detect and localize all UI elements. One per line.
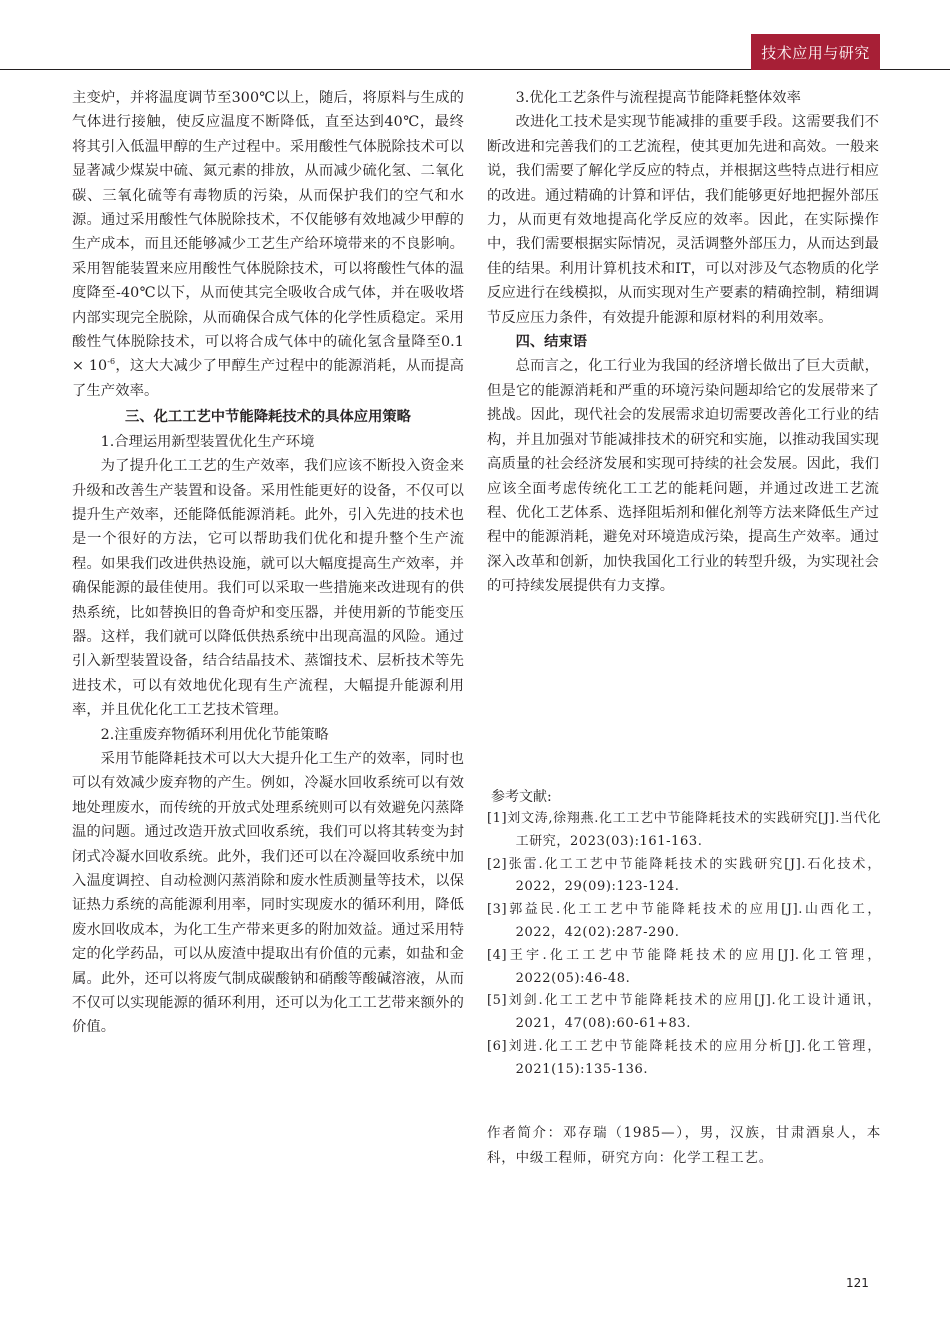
subsection-paragraph-1: 为了提升化工工艺的生产效率，我们应该不断投入资金来升级和改善生产装置和设备。采用性能更好的设备，不仅可以提升生产效率，还能降低能源消耗。此外，引入先进的技术也是一个很好的方法，它可以帮助我们优化和提升整个生产流程。如果我们改进供热设施，就可以大幅度提高生产效率，并确保能源的最佳使用。我们可以采取一些措施来改进现有的供热系统，比如替换旧的鲁奇炉和变压器，并使用新的节能变压器。这样，我们就可以降低供热系统中出现高温的风险。通过引入新型装置设备，结合结晶技术、蒸馏技术、层析技术等先进技术，可以有效地优化现有生产流程，大幅提升能源利用率，并且优化化工工艺技术管理。	[72, 458, 464, 719]
subsection-paragraph-2: 采用节能降耗技术可以大大提升化工生产的效率，同时也可以有效减少废弃物的产生。例如，冷凝水回收系统可以有效地处理废水，而传统的开放式处理系统则可以有效避免闪蒸降温的问题。通过改造开放式回收系统，我们可以将其转变为封闭式冷凝水回收系统。此外，我们还可以在冷凝回收系统中加入温度调控、自动检测闪蒸消除和废水性质测量等技术，以保证热力系统的高能源利用率，同时实现废水的循环利用，降低废水回收成本，为化工生产带来更多的附加效益。通过采用特定的化学药品，可以从废渣中提取出有价值的元素，如盐和金属。此外，还可以将废气制成碳酸钠和硝酸等酸碱溶液，从而不仅可以实现能源的循环利用，还可以为化工工艺带来额外的价值。	[72, 750, 464, 1036]
right-column	[487, 86, 879, 599]
page-number: 121	[846, 1276, 869, 1290]
references-title: 参考文献:	[491, 789, 552, 805]
subsection-heading-3: 3.优化工艺条件与流程提高节能降耗整体效率	[515, 90, 801, 106]
section-tab: 技术应用与研究	[751, 34, 880, 70]
section-heading-3: 三、化工工艺中节能降耗技术的具体应用策略	[125, 409, 411, 426]
reference-item: [5]刘剑.化工工艺中节能降耗技术的应用[J].化工设计通讯，2021，47(08):60-61+83.	[487, 993, 881, 1032]
continued-paragraph	[72, 86, 464, 403]
reference-item: [4]王宇.化工工艺中节能降耗技术的应用[J].化工管理，2022(05):46-48.	[487, 947, 881, 986]
reference-item: [1]刘文涛,徐翔燕.化工工艺中节能降耗技术的实践研究[J].当代化工研究，2023(03):161-163.	[487, 811, 881, 849]
reference-item: [2]张雷.化工工艺中节能降耗技术的实践研究[J].石化技术，2022，29(09):123-124.	[487, 856, 881, 895]
subsection-paragraph-3: 改进化工技术是实现节能减排的重要手段。这需要我们不断改进和完善我们的工艺流程，使其更加先进和高效。一般来说，我们需要了解化学反应的特点，并根据这些特点进行相应的改进。通过精确的计算和评估，我们能够更好地把握外部压力，从而更有效地提高化学反应的效率。因此，在实际操作中，我们需要根据实际情况，灵活调整外部压力，从而达到最佳的结果。利用计算机技术和IT，可以对涉及气态物质的化学反应进行在线模拟，从而实现对生产要素的精确控制，精细调节反应压力条件，有效提升能源和原材料的利用效率。	[487, 114, 879, 326]
left-column	[72, 86, 464, 1040]
continued-text: 主变炉，并将温度调节至300℃以上，随后，将原料与生成的气体进行接触，使反应温度不断降低，直至达到40℃，最终将其引入低温甲醇的生产过程中。采用酸性气体脱除技术可以显著减少煤炭中硫、氮元素的排放，从而减少硫化氢、二氧化碳、三氧化硫等有毒物质的污染，从而保护我们的空气和水源。通过采用酸性气体脱除技术，不仅能够有效地减少甲醇的生产成本，而且还能够减少工艺生产给环境带来的不良影响。采用智能装置来应用酸性气体脱除技术，可以将酸性气体的温度降至-40℃以下，从而使其完全吸收合成气体，并在吸收塔内部实现完全脱除，从而确保合成气体的化学性质稳定。采用酸性气体脱除技术，可以将合成气体中的硫化氢含量降至0.1 × 10	[72, 90, 464, 375]
exponent: -6	[107, 357, 116, 367]
reference-item: [3]郭益民.化工工艺中节能降耗技术的应用[J].山西化工，2022，42(02):287-290.	[487, 902, 881, 940]
continued-text-tail: ，这大大减少了甲醇生产过程中的能源消耗，从而提高了生产效率。	[72, 358, 464, 399]
subsection-heading-2: 2.注重废弃物循环利用优化节能策略	[100, 726, 329, 743]
author-bio: 作者简介：邓存瑞（1985—），男，汉族，甘肃酒泉人，本科，中级工程师，研究方向：化学工程工艺。	[487, 1125, 881, 1166]
conclusion-paragraph: 总而言之，化工行业为我国的经济增长做出了巨大贡献，但是它的能源消耗和严重的环境污染问题却给它的发展带来了挑战。因此，现代社会的发展需求迫切需要改善化工行业的结构，并且加强对节能减排技术的研究和实施，以推动我国实现高质量的社会经济发展和实现可持续的社会发展。因此，我们应该全面考虑传统化工工艺的能耗问题，并通过改进工艺流程、优化工艺体系、选择阻垢剂和催化剂等方法来降低生产过程中的能源消耗，避免对环境造成污染，提高生产效率。通过深入改革和创新，加快我国化工行业的转型升级，为实现社会的可持续发展提供有力支撑。	[487, 358, 879, 595]
section-heading-4: 四、结束语	[515, 334, 588, 351]
subsection-heading-1: 1.合理运用新型装置优化生产环境	[100, 433, 315, 450]
references	[487, 786, 881, 1082]
reference-item: [6]刘进.化工工艺中节能降耗技术的应用分析[J].化工管理，2021(15):135-136.	[487, 1038, 881, 1077]
